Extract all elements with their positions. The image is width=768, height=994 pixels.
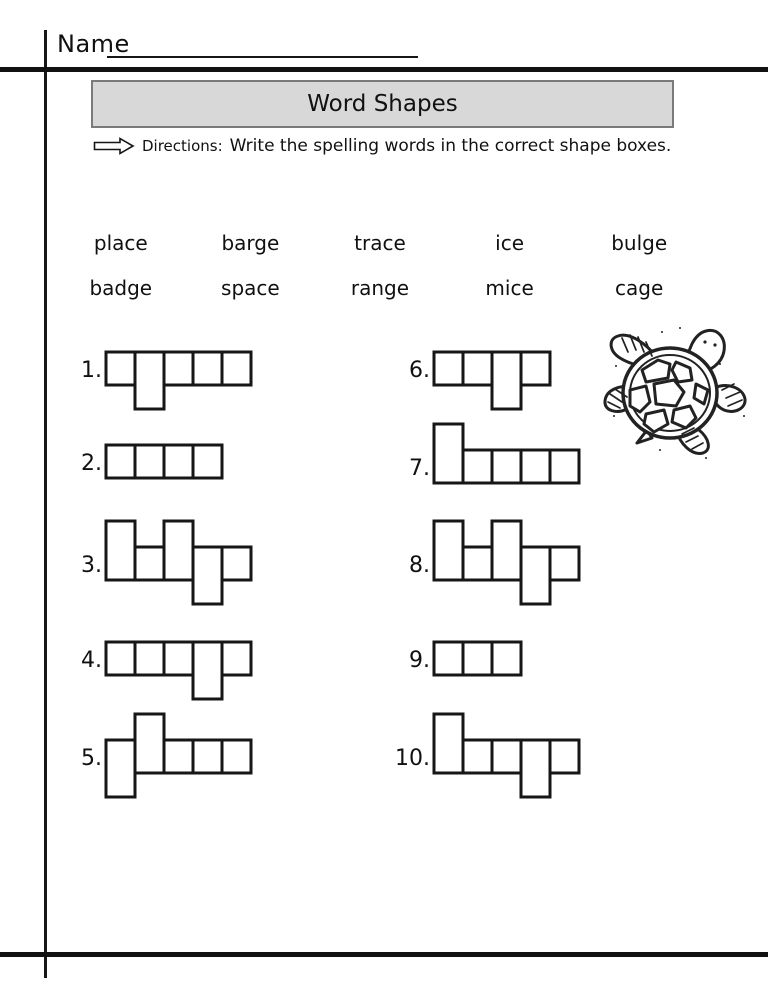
spelling-word: bulge xyxy=(611,231,668,255)
word-shape-9[interactable] xyxy=(432,614,523,701)
word-shape-3[interactable] xyxy=(104,519,253,606)
directions-text: Write the spelling words in the correct shape boxes. xyxy=(229,136,672,156)
word-shape-6[interactable] xyxy=(432,324,552,411)
directions-row xyxy=(93,136,671,156)
spelling-word: badge xyxy=(89,276,153,300)
page-title: Word Shapes xyxy=(307,91,458,117)
spelling-word: mice xyxy=(485,276,534,300)
spelling-word: ice xyxy=(495,231,524,255)
word-shape-8[interactable] xyxy=(432,519,581,606)
turtle-eye xyxy=(713,343,716,346)
spelling-word: place xyxy=(93,231,148,255)
shape-number-6: 6. xyxy=(409,358,430,383)
shape-number-2: 2. xyxy=(81,451,102,476)
spelling-word: barge xyxy=(221,231,280,255)
title-box xyxy=(91,80,674,128)
shape-number-5: 5. xyxy=(81,746,102,771)
word-shape-4[interactable] xyxy=(104,614,253,701)
shape-number-10: 10. xyxy=(395,746,430,771)
spelling-word: cage xyxy=(615,276,664,300)
shape-number-3: 3. xyxy=(81,553,102,578)
spelling-word: space xyxy=(221,276,280,300)
bottom-rule xyxy=(0,952,768,957)
right-arrow-icon xyxy=(93,137,135,155)
top-rule xyxy=(0,67,768,72)
spelling-word: range xyxy=(350,276,410,300)
word-shape-7[interactable] xyxy=(432,422,581,509)
shape-number-9: 9. xyxy=(409,648,430,673)
shape-number-1: 1. xyxy=(81,358,102,383)
word-list-row-1 xyxy=(56,231,704,255)
left-margin-rule xyxy=(44,30,47,978)
word-shape-2[interactable] xyxy=(104,417,224,504)
shape-number-4: 4. xyxy=(81,648,102,673)
word-shape-10[interactable] xyxy=(432,712,581,799)
word-shape-1[interactable] xyxy=(104,324,253,411)
name-line[interactable] xyxy=(107,28,418,58)
spelling-word: trace xyxy=(354,231,406,255)
word-shape-5[interactable] xyxy=(104,712,253,799)
sea-turtle-illustration xyxy=(602,322,754,464)
shape-number-7: 7. xyxy=(409,456,430,481)
word-list-row-2 xyxy=(56,276,704,300)
name-label: Name xyxy=(57,30,130,58)
turtle-eye xyxy=(703,340,706,343)
directions-label: Directions: xyxy=(142,137,223,155)
shape-number-8: 8. xyxy=(409,553,430,578)
